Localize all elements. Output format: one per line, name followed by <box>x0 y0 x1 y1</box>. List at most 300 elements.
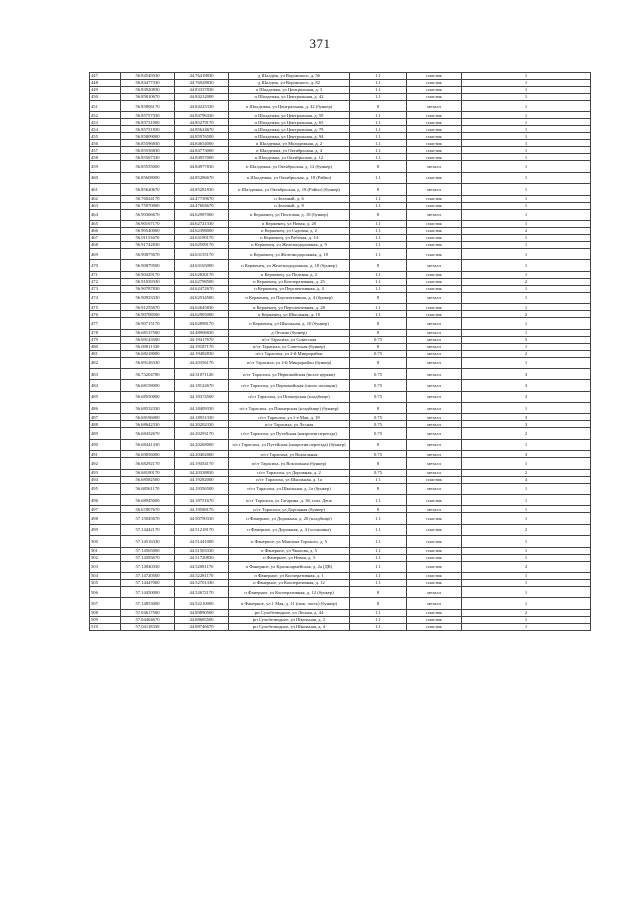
volume-cell: 8 <box>350 357 407 368</box>
table-row <box>90 195 591 202</box>
volume-cell: 8 <box>350 184 407 195</box>
row-number: 495 <box>90 483 121 494</box>
container-sites-table <box>89 72 591 631</box>
count-cell: 1 <box>462 623 591 630</box>
volume-cell: 8 <box>350 260 407 271</box>
table-row <box>90 524 591 535</box>
count-cell: 1 <box>462 87 591 94</box>
address-cell: д Лесино (бункер) <box>229 329 350 336</box>
volume-cell: 1.1 <box>350 87 407 94</box>
address-cell: п Фанерное, ул Красноармейская, д. 2а (ДК) <box>229 561 350 572</box>
address-cell: д Шалдеж, ул Воровского, д. 56 <box>229 73 350 80</box>
table-row <box>90 248 591 259</box>
row-number: 484 <box>90 380 121 391</box>
table-row <box>90 285 591 292</box>
address-cell: п Шалдежка, ул Центральная, д. 79 <box>229 126 350 133</box>
row-number: 447 <box>90 73 121 80</box>
volume-cell: 1.1 <box>350 495 407 506</box>
address-cell: п/ст Тарасиха, ул Вокзальная (бункер) <box>229 458 350 469</box>
volume-cell: 0.75 <box>350 380 407 391</box>
table-row <box>90 292 591 303</box>
address-cell: п Керженец, ул Новая, д. 20 <box>229 220 350 227</box>
volume-cell: 8 <box>350 209 407 220</box>
address-cell: п Шалдежка, ул Октябрьская, д. 18 (Райпо) (бункер) <box>229 184 350 195</box>
latitude-cell: 56.91255670 <box>121 304 175 311</box>
latitude-cell: 56.84477330 <box>121 80 175 87</box>
row-number: 498 <box>90 513 121 524</box>
table-row <box>90 439 591 450</box>
volume-cell: 1.1 <box>350 126 407 133</box>
latitude-cell: 56.69126330 <box>121 357 175 368</box>
table-row <box>90 513 591 524</box>
address-cell: п/ст Тарасиха, ул Дорожная (бункер) <box>229 506 350 513</box>
row-number: 480 <box>90 343 121 350</box>
longitude-cell: 44.18374500 <box>175 391 229 402</box>
longitude-cell: 44.62398000 <box>175 227 229 234</box>
count-cell: 1 <box>462 202 591 209</box>
longitude-cell: 44.62830170 <box>175 271 229 278</box>
volume-cell: 0.75 <box>350 428 407 439</box>
longitude-cell: 44.51441000 <box>175 536 229 547</box>
row-number: 505 <box>90 579 121 586</box>
row-number: 493 <box>90 469 121 476</box>
table-row <box>90 343 591 350</box>
latitude-cell: 56.85556830 <box>121 147 175 154</box>
latitude-cell: 56.68100170 <box>121 469 175 476</box>
longitude-cell: 44.19417670 <box>175 336 229 343</box>
table-row <box>90 380 591 391</box>
row-number: 487 <box>90 414 121 421</box>
address-cell: п Шалдежка, ул Центральная, д. 42 <box>229 94 350 101</box>
volume-cell: 8 <box>350 318 407 329</box>
count-cell: 1 <box>462 357 591 368</box>
row-number: 477 <box>90 318 121 329</box>
table-row <box>90 506 591 513</box>
row-number: 468 <box>90 241 121 248</box>
address-cell: п Шалдежка, ул Центральная, д. 65 <box>229 119 350 126</box>
address-cell: п Шалдежка, ул Центральная, д. 94 <box>229 133 350 140</box>
address-cell: рп Сухобезводное, ул Школьная, д. 4 <box>229 623 350 630</box>
address-cell: п Керженец, ул Школьная, д. 10 (бункер) <box>229 318 350 329</box>
count-cell: 1 <box>462 73 591 80</box>
row-number: 467 <box>90 234 121 241</box>
material-cell: пластик <box>407 579 462 586</box>
row-number: 457 <box>90 147 121 154</box>
count-cell: 1 <box>462 285 591 292</box>
longitude-cell: 44.51503330 <box>175 547 229 554</box>
volume-cell: 1.1 <box>350 195 407 202</box>
row-number: 475 <box>90 304 121 311</box>
table-row <box>90 483 591 494</box>
address-cell: п/ст Тарасиха, ул Пионерская (кладбище) (бункер) <box>229 403 350 414</box>
material-cell: пластик <box>407 278 462 285</box>
row-number: 500 <box>90 536 121 547</box>
material-cell: пластик <box>407 561 462 572</box>
volume-cell: 1.1 <box>350 119 407 126</box>
material-cell: пластик <box>407 154 462 161</box>
longitude-cell: 44.20338830 <box>175 469 229 476</box>
address-cell: п Керженец, ул Садовая, д. 2 <box>229 227 350 234</box>
table-row <box>90 87 591 94</box>
longitude-cell: 44.63190170 <box>175 234 229 241</box>
count-cell: 1 <box>462 147 591 154</box>
latitude-cell: 56.68196000 <box>121 414 175 421</box>
latitude-cell: 56.91742830 <box>121 241 175 248</box>
longitude-cell: 44.63155170 <box>175 248 229 259</box>
volume-cell: 0.75 <box>350 451 407 458</box>
address-cell: п Фанерное, ул 1 Мая, д. 11 (пож. часть) (бункер) <box>229 598 350 609</box>
volume-cell: 1.1 <box>350 112 407 119</box>
count-cell: 2 <box>462 227 591 234</box>
longitude-cell: 44.84773000 <box>175 147 229 154</box>
material-cell: пластик <box>407 547 462 554</box>
longitude-cell: 44.83337830 <box>175 87 229 94</box>
volume-cell: 1.1 <box>350 554 407 561</box>
count-cell: 1 <box>462 318 591 329</box>
row-number: 479 <box>90 336 121 343</box>
count-cell: 1 <box>462 161 591 172</box>
volume-cell: 1.1 <box>350 311 407 318</box>
table-row <box>90 403 591 414</box>
count-cell: 1 <box>462 616 591 623</box>
material-cell: пластик <box>407 133 462 140</box>
volume-cell: 8 <box>350 483 407 494</box>
table-row <box>90 101 591 112</box>
latitude-cell: 56.68561170 <box>121 483 175 494</box>
table-body <box>90 73 591 631</box>
material-cell: металл <box>407 391 462 402</box>
latitude-cell: 56.90879500 <box>121 260 175 271</box>
latitude-cell: 56.68292170 <box>121 458 175 469</box>
volume-cell: 1.1 <box>350 154 407 161</box>
volume-cell: 0.75 <box>350 469 407 476</box>
address-cell: п Фанерное, ул Чкалова, д. 5 <box>229 547 350 554</box>
count-cell: 2 <box>462 609 591 616</box>
address-cell: рп Сухобезводное, ул Школьная, д. 2 <box>229 616 350 623</box>
material-cell: металл <box>407 318 462 329</box>
longitude-cell: 44.85976500 <box>175 133 229 140</box>
longitude-cell: 44.85286670 <box>175 172 229 183</box>
longitude-cell: 44.84977830 <box>175 161 229 172</box>
address-cell: п Фанерное, ул Максима Горького, д. 5 <box>229 536 350 547</box>
latitude-cell: 57.04118330 <box>121 623 175 630</box>
table-row <box>90 119 591 126</box>
row-number: 503 <box>90 561 121 572</box>
longitude-cell: 44.84796330 <box>175 112 229 119</box>
table-row <box>90 318 591 329</box>
address-cell: п Керженец, ул Почтовая, д. 18 (бункер) <box>229 209 350 220</box>
volume-cell: 0.75 <box>350 391 407 402</box>
count-cell: 1 <box>462 343 591 350</box>
longitude-cell: 44.84212000 <box>175 94 229 101</box>
row-number: 491 <box>90 451 121 458</box>
material-cell: металл <box>407 161 462 172</box>
material-cell: пластик <box>407 271 462 278</box>
latitude-cell: 56.85567330 <box>121 154 175 161</box>
latitude-cell: 56.90787830 <box>121 285 175 292</box>
latitude-cell: 57.15045670 <box>121 513 175 524</box>
row-number: 449 <box>90 87 121 94</box>
latitude-cell: 56.85555000 <box>121 161 175 172</box>
volume-cell: 1.1 <box>350 278 407 285</box>
count-cell: 5 <box>462 336 591 343</box>
table-row <box>90 368 591 379</box>
row-number: 450 <box>90 94 121 101</box>
volume-cell: 1.1 <box>350 172 407 183</box>
material-cell: пластик <box>407 513 462 524</box>
count-cell: 1 <box>462 579 591 586</box>
longitude-cell: 44.88746670 <box>175 623 229 630</box>
latitude-cell: 56.85809000 <box>121 133 175 140</box>
count-cell: 1 <box>462 80 591 87</box>
row-number: 458 <box>90 154 121 161</box>
count-cell: 1 <box>462 403 591 414</box>
material-cell: пластик <box>407 87 462 94</box>
address-cell: п/ст Тарасиха, ул Гагарина, д. 36, пом. Депо <box>229 495 350 506</box>
address-cell: п/ст Тарасиха, ул Советская (бункер) <box>229 343 350 350</box>
row-number: 463 <box>90 202 121 209</box>
latitude-cell: 56.68441330 <box>121 439 175 450</box>
longitude-cell: 44.20202330 <box>175 421 229 428</box>
material-cell: пластик <box>407 609 462 616</box>
table-row <box>90 73 591 80</box>
address-cell: п Шалдежка, ул Молодежная, д. 2 <box>229 140 350 147</box>
row-number: 501 <box>90 547 121 554</box>
address-cell: п Шалдежка, ул Октябрьская, д. 4 <box>229 147 350 154</box>
longitude-cell: 44.62898170 <box>175 318 229 329</box>
table-row <box>90 609 591 616</box>
table-row <box>90 476 591 483</box>
row-number: 504 <box>90 572 121 579</box>
material-cell: пластик <box>407 311 462 318</box>
volume-cell: 8 <box>350 329 407 336</box>
longitude-cell: 44.52081170 <box>175 561 229 572</box>
volume-cell: 1.1 <box>350 285 407 292</box>
count-cell: 3 <box>462 380 591 391</box>
count-cell: 2 <box>462 350 591 357</box>
longitude-cell: 44.20268000 <box>175 439 229 450</box>
longitude-cell: 44.76928830 <box>175 80 229 87</box>
table-row <box>90 147 591 154</box>
longitude-cell: 44.62534500 <box>175 292 229 303</box>
material-cell: металл <box>407 368 462 379</box>
count-cell: 1 <box>462 234 591 241</box>
volume-cell: 1.1 <box>350 536 407 547</box>
material-cell: пластик <box>407 112 462 119</box>
volume-cell: 1.1 <box>350 248 407 259</box>
address-cell: п Фанерное, ул Дорожная, д. 20 (кладбище) <box>229 513 350 524</box>
material-cell: пластик <box>407 140 462 147</box>
material-cell: пластик <box>407 220 462 227</box>
longitude-cell: 44.19454170 <box>175 458 229 469</box>
volume-cell: 8 <box>350 439 407 450</box>
row-number: 507 <box>90 598 121 609</box>
table-row <box>90 94 591 101</box>
material-cell: металл <box>407 451 462 458</box>
count-cell: 1 <box>462 304 591 311</box>
volume-cell: 1.1 <box>350 73 407 80</box>
longitude-cell: 44.85279170 <box>175 119 229 126</box>
volume-cell: 8 <box>350 161 407 172</box>
volume-cell: 1.1 <box>350 234 407 241</box>
row-number: 462 <box>90 195 121 202</box>
longitude-cell: 44.52281170 <box>175 572 229 579</box>
table-row <box>90 458 591 469</box>
volume-cell: 1.1 <box>350 561 407 572</box>
table-row <box>90 260 591 271</box>
address-cell: п/ст Тарасиха, ул Пионерская (кладбище) <box>229 391 350 402</box>
row-number: 496 <box>90 495 121 506</box>
address-cell: п/ст Тарасиха, ул Первомайская (возле церкви) <box>229 368 350 379</box>
volume-cell: 8 <box>350 101 407 112</box>
table-row <box>90 133 591 140</box>
table-row <box>90 421 591 428</box>
longitude-cell: 44.88685500 <box>175 616 229 623</box>
latitude-cell: 56.90933330 <box>121 292 175 303</box>
longitude-cell: 44.76418830 <box>175 73 229 80</box>
longitude-cell: 44.62472670 <box>175 285 229 292</box>
longitude-cell: 44.31071120 <box>175 368 229 379</box>
latitude-cell: 56.90366670 <box>121 209 175 220</box>
latitude-cell: 56.85620670 <box>121 184 175 195</box>
volume-cell: 0.75 <box>350 368 407 379</box>
table-row <box>90 350 591 357</box>
material-cell: пластик <box>407 536 462 547</box>
material-cell: пластик <box>407 80 462 87</box>
count-cell: 1 <box>462 209 591 220</box>
longitude-cell: 44.18931330 <box>175 414 229 421</box>
table-row <box>90 234 591 241</box>
volume-cell: 8 <box>350 586 407 597</box>
volume-cell: 0.75 <box>350 350 407 357</box>
table-row <box>90 391 591 402</box>
longitude-cell: 44.89890500 <box>175 609 229 616</box>
count-cell: 3 <box>462 451 591 458</box>
address-cell: п/ст Тарасиха, ул 2-й Микрорайон <box>229 350 350 357</box>
count-cell: 2 <box>462 428 591 439</box>
volume-cell: 1.1 <box>350 220 407 227</box>
row-number: 460 <box>90 172 121 183</box>
address-cell: п Керженец, ул Железнодорожная, д. 18 (бункер) <box>229 260 350 271</box>
latitude-cell: 56.90708500 <box>121 311 175 318</box>
count-cell: 1 <box>462 154 591 161</box>
table-row <box>90 451 591 458</box>
table-row <box>90 561 591 572</box>
latitude-cell: 56.68945000 <box>121 495 175 506</box>
row-number: 506 <box>90 586 121 597</box>
latitude-cell: 56.68218000 <box>121 350 175 357</box>
row-number: 472 <box>90 278 121 285</box>
volume-cell: 1.1 <box>350 80 407 87</box>
address-cell: п Фанерное, ул Дорожная, д. 4 (остановка) <box>229 524 350 535</box>
volume-cell: 1.1 <box>350 94 407 101</box>
row-number: 494 <box>90 476 121 483</box>
row-number: 508 <box>90 609 121 616</box>
longitude-cell: 44.62645830 <box>175 304 229 311</box>
count-cell: 3 <box>462 421 591 428</box>
count-cell: 1 <box>462 572 591 579</box>
row-number: 499 <box>90 524 121 535</box>
latitude-cell: 56.85596830 <box>121 140 175 147</box>
material-cell: металл <box>407 506 462 513</box>
address-cell: п/ст Тарасиха, ул Путейская (напротив переезда) <box>229 428 350 439</box>
latitude-cell: 57.14447000 <box>121 579 175 586</box>
latitude-cell: 56.90167170 <box>121 220 175 227</box>
latitude-cell: 56.69143500 <box>121 336 175 343</box>
address-cell: п Керженец, ул Рабочая, д. 14 <box>229 234 350 241</box>
volume-cell: 1.1 <box>350 241 407 248</box>
volume-cell: 8 <box>350 458 407 469</box>
table-row <box>90 616 591 623</box>
latitude-cell: 56.85608000 <box>121 172 175 183</box>
address-cell: п Керженец, ул Перспективная, д. 28 <box>229 304 350 311</box>
latitude-cell: 56.68550000 <box>121 391 175 402</box>
volume-cell: 0.75 <box>350 336 407 343</box>
address-cell: п Керженец, ул Перспективная, д. 4 <box>229 285 350 292</box>
material-cell: пластик <box>407 119 462 126</box>
material-cell: пластик <box>407 304 462 311</box>
count-cell: 1 <box>462 94 591 101</box>
latitude-cell: 56.83920830 <box>121 87 175 94</box>
longitude-cell: 44.18751670 <box>175 495 229 506</box>
volume-cell: 0.75 <box>350 421 407 428</box>
address-cell: п/ст Тарасиха, ул 2-й Микрорайон (бункер) <box>229 357 350 368</box>
table-row <box>90 172 591 183</box>
count-cell: 1 <box>462 271 591 278</box>
longitude-cell: 44.20293170 <box>175 428 229 439</box>
count-cell: 1 <box>462 513 591 524</box>
address-cell: п/ст Тарасиха, ул 1-е Мая, д. 18 <box>229 414 350 421</box>
table-row <box>90 271 591 278</box>
longitude-cell: 44.48906830 <box>175 329 229 336</box>
material-cell: пластик <box>407 202 462 209</box>
table-row <box>90 311 591 318</box>
table-row <box>90 469 591 476</box>
material-cell: пластик <box>407 554 462 561</box>
volume-cell: 1.1 <box>350 616 407 623</box>
material-cell: металл <box>407 350 462 357</box>
longitude-cell: 44.51720830 <box>175 554 229 561</box>
table-row <box>90 572 591 579</box>
row-number: 509 <box>90 616 121 623</box>
count-cell: 1 <box>462 547 591 554</box>
address-cell: п Зеленый, д. 6 <box>229 195 350 202</box>
latitude-cell: 56.85810670 <box>121 94 175 101</box>
row-number: 481 <box>90 350 121 357</box>
volume-cell: 1.1 <box>350 623 407 630</box>
address-cell: д Шалдеж, ул Воровского, д. 82 <box>229 80 350 87</box>
count-cell: 1 <box>462 133 591 140</box>
address-cell: п Зеленый, д. 8 <box>229 202 350 209</box>
table-row <box>90 227 591 234</box>
count-cell: 1 <box>462 126 591 133</box>
address-cell: п Шалдежка, ул Октябрьская, д. 12 (бункер) <box>229 161 350 172</box>
row-number: 488 <box>90 421 121 428</box>
longitude-cell: 44.19282000 <box>175 476 229 483</box>
latitude-cell: 56.91039330 <box>121 278 175 285</box>
count-cell: 1 <box>462 329 591 336</box>
material-cell: металл <box>407 458 462 469</box>
table-row <box>90 623 591 630</box>
address-cell: п Фанерное, ул Кооперативная, д. 1 <box>229 572 350 579</box>
volume-cell: 1.1 <box>350 304 407 311</box>
material-cell: металл <box>407 439 462 450</box>
count-cell: 1 <box>462 140 591 147</box>
latitude-cell: 56.68158000 <box>121 380 175 391</box>
material-cell: пластик <box>407 248 462 259</box>
longitude-cell: 44.19588170 <box>175 506 229 513</box>
row-number: 459 <box>90 161 121 172</box>
